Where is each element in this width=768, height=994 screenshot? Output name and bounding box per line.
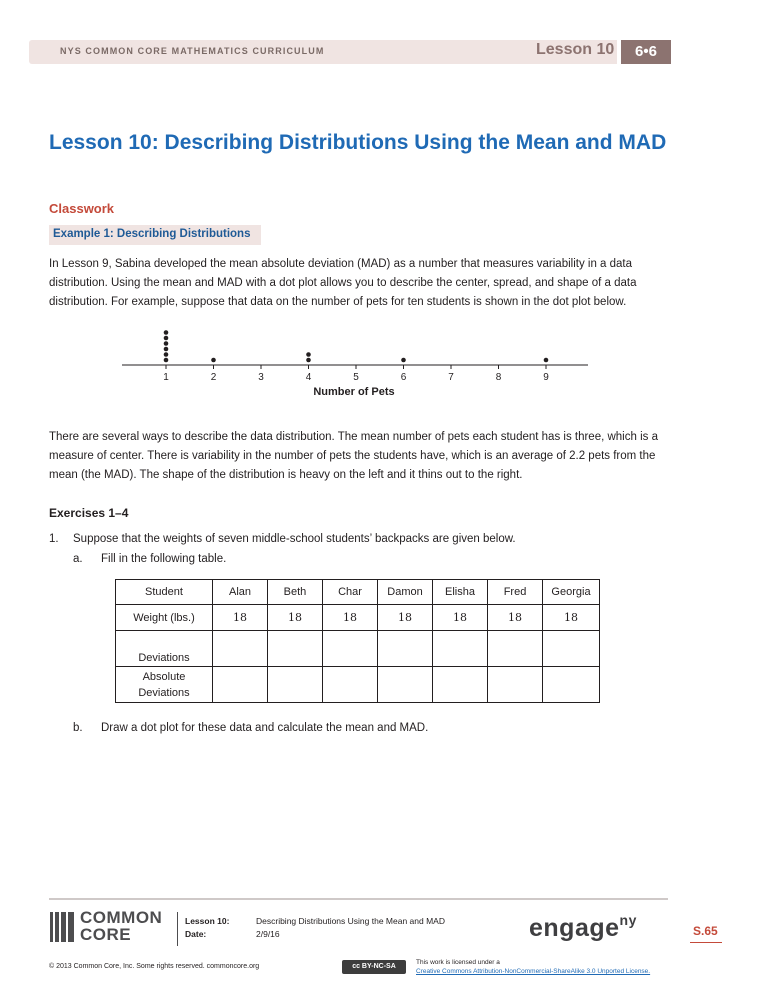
deviation-table: [115, 579, 600, 703]
tick-label: 4: [305, 372, 312, 383]
table-blank-cell[interactable]: [543, 667, 600, 703]
absolute-label-line1: Absolute: [142, 670, 186, 683]
table-cell: Georgia: [543, 580, 600, 605]
table-cell: 18: [323, 605, 378, 631]
footer-date: 2/9/16: [256, 929, 280, 939]
table-blank-cell[interactable]: [433, 631, 488, 667]
x-axis-label: Number of Pets: [313, 386, 395, 398]
page-number-underline: [690, 942, 722, 943]
table-header-student: Student: [116, 580, 213, 605]
data-dot: [164, 330, 169, 335]
data-dot: [164, 352, 169, 357]
tick-label: 1: [163, 372, 169, 383]
table-blank-cell[interactable]: [213, 667, 268, 703]
table-cell: Elisha: [433, 580, 488, 605]
table-cell: 18: [543, 605, 600, 631]
page-title: Lesson 10: Describing Distributions Using the Mean and MAD: [49, 131, 667, 154]
table-cell: Char: [323, 580, 378, 605]
table-header-deviations: Deviations: [116, 631, 213, 667]
data-dot: [164, 358, 169, 363]
table-blank-cell[interactable]: [268, 667, 323, 703]
tick-label: 6: [400, 372, 407, 383]
table-blank-cell[interactable]: [488, 631, 543, 667]
table-cell: Fred: [488, 580, 543, 605]
data-dot: [306, 352, 311, 357]
curriculum-label: NYS COMMON CORE MATHEMATICS CURRICULUM: [60, 46, 325, 56]
table-row-weights: [116, 605, 600, 631]
copyright-text: © 2013 Common Core, Inc. Some rights reserved. commoncore.org: [49, 963, 260, 970]
table-blank-cell[interactable]: [323, 667, 378, 703]
table-row-absolute-deviations: [116, 667, 600, 703]
table-blank-cell[interactable]: [378, 631, 433, 667]
tick-label: 3: [258, 372, 264, 383]
data-dot: [306, 358, 311, 363]
logo-line-2: CORE: [80, 925, 132, 944]
tick-label: 8: [495, 372, 502, 383]
data-dot: [164, 341, 169, 346]
table-blank-cell[interactable]: [378, 667, 433, 703]
example-label: Example 1: Describing Distributions: [53, 228, 251, 240]
table-blank-cell[interactable]: [543, 631, 600, 667]
table-cell: 18: [433, 605, 488, 631]
table-cell: 18: [488, 605, 543, 631]
table-cell: Alan: [213, 580, 268, 605]
exercises-heading: Exercises 1–4: [49, 506, 129, 520]
footer-separator: [177, 912, 178, 946]
lesson-label: Lesson 10: [536, 41, 615, 58]
footer-date-label: Date:: [185, 929, 207, 939]
table-cell: Damon: [378, 580, 433, 605]
question-1-text: Suppose that the weights of seven middle-school students’ backpacks are given below.: [73, 533, 516, 545]
table-cell: 18: [378, 605, 433, 631]
absolute-label-line2: Deviations: [138, 686, 190, 699]
footer-lesson-label: Lesson 10:: [185, 916, 230, 926]
engage-sup: ny: [619, 912, 637, 928]
table-blank-cell[interactable]: [268, 631, 323, 667]
table-blank-cell[interactable]: [323, 631, 378, 667]
table-blank-cell[interactable]: [488, 667, 543, 703]
license-link[interactable]: Creative Commons Attribution-NonCommercial-ShareAlike 3.0 Unported License.: [416, 968, 651, 975]
engageny-logo: [529, 912, 637, 943]
table-header-absolute-deviations: [116, 667, 213, 703]
tick-label: 9: [543, 372, 549, 383]
question-1-number: 1.: [49, 533, 59, 545]
classwork-heading: Classwork: [49, 201, 115, 216]
example-intro: In Lesson 9, Sabina developed the mean absolute deviation (MAD) as a number that measures variability in a data distribution. Using the mean and MAD with a dot plot allows you to describe the center, spread, and shape of a data distribution. For example, suppose that data on the number of pets for ten students is shown in the dot plot below.: [49, 258, 637, 308]
data-dot: [211, 358, 216, 363]
data-dot: [164, 336, 169, 341]
data-dot: [164, 347, 169, 352]
tick-label: 5: [353, 372, 359, 383]
table-row-deviations: [116, 631, 600, 667]
table-cell: Beth: [268, 580, 323, 605]
logo-line-1: COMMON: [80, 908, 163, 927]
tick-label: 7: [448, 372, 454, 383]
distribution-description: There are several ways to describe the data distribution. The mean number of pets each student has is three, which is a measure of center. There is variability in the number of pets the students have, which is an average of 2.2 pets from the mean (the MAD). The shape of the distribution is heavy on the left and it thins out to the right.: [49, 431, 658, 481]
page-number: S.65: [693, 924, 718, 938]
dot-plot: [110, 325, 600, 400]
common-core-logo-text: [80, 909, 162, 943]
table-cell: 18: [268, 605, 323, 631]
table-blank-cell[interactable]: [213, 631, 268, 667]
question-1b-label: b.: [73, 722, 83, 734]
data-dot: [544, 358, 549, 363]
footer-lesson-title: Describing Distributions Using the Mean and MAD: [256, 916, 445, 926]
table-cell: 18: [213, 605, 268, 631]
grade-badge: 6•6: [621, 40, 671, 64]
engage-text: engage: [529, 914, 620, 942]
table-row-students: [116, 580, 600, 605]
table-blank-cell[interactable]: [433, 667, 488, 703]
question-1a-label: a.: [73, 553, 83, 565]
cc-license-badge: cc BY-NC-SA: [342, 960, 406, 974]
question-1a-text: Fill in the following table.: [101, 553, 227, 565]
common-core-logo-icon: [50, 912, 76, 942]
license-text: This work is licensed under a: [416, 959, 500, 966]
data-dot: [401, 358, 406, 363]
footer-divider: [49, 898, 668, 900]
question-1b-text: Draw a dot plot for these data and calculate the mean and MAD.: [101, 722, 429, 734]
table-header-weight: Weight (lbs.): [116, 605, 213, 631]
tick-label: 2: [210, 372, 217, 383]
